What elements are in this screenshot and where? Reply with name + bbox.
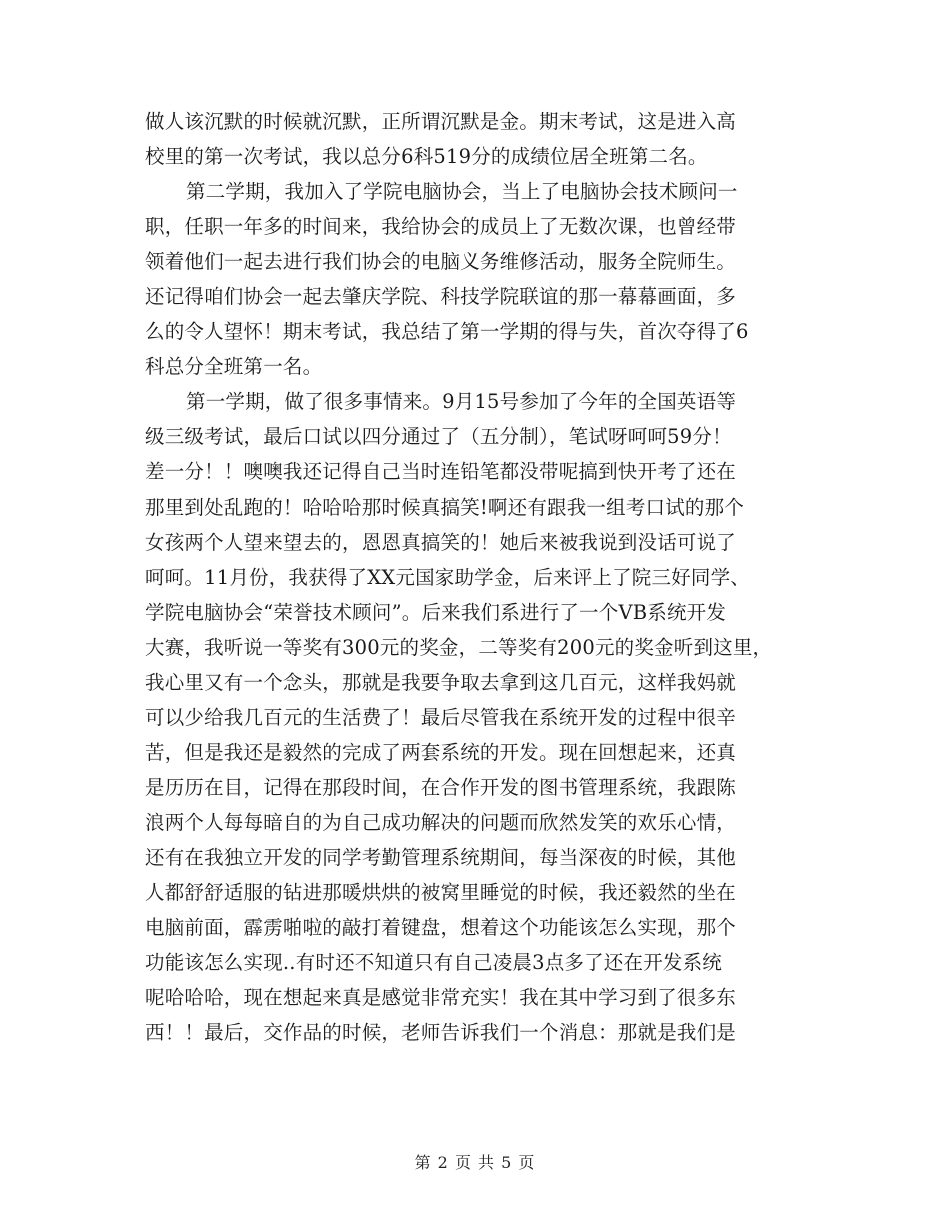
text-line: 呢哈哈哈，现在想起来真是感觉非常充实！我在其中学习到了很多东 <box>145 986 737 1010</box>
text-line: 苦，但是我还是毅然的完成了两套系统的开发。现在回想起来，还真 <box>145 740 737 764</box>
text-line: 职，任职一年多的时间来，我给协会的成员上了无数次课，也曾经带 <box>145 215 737 239</box>
text-line: 女孩两个人望来望去的，恩恩真搞笑的！她后来被我说到没话可说了 <box>145 530 737 554</box>
text-line: 领着他们一起去进行我们协会的电脑义务维修活动，服务全院师生。 <box>145 250 737 274</box>
text-line: 还记得咱们协会一起去肇庆学院、科技学院联谊的那一幕幕画面，多 <box>145 285 737 309</box>
text-line: 做人该沉默的时候就沉默，正所谓沉默是金。期末考试，这是进入高 <box>145 110 737 133</box>
text-line: 大赛，我听说一等奖有300元的奖金，二等奖有200元的奖金听到这里， <box>145 635 773 659</box>
text-line: 可以少给我几百元的生活费了！最后尽管我在系统开发的过程中很辛 <box>145 705 737 729</box>
text-line: 校里的第一次考试，我以总分6科519分的成绩位居全班第二名。 <box>145 145 708 169</box>
text-line: 浪两个人每每暗自的为自己成功解决的问题而欣然发笑的欢乐心情， <box>145 810 737 834</box>
text-line: 呵呵。11月份，我获得了XX元国家助学金，后来评上了院三好同学、 <box>145 565 750 589</box>
text-line: 级三级考试，最后口试以四分通过了（五分制），笔试呀呵呵59分！ <box>145 425 732 449</box>
text-line: 功能该怎么实现..有时还不知道只有自己凌晨3点多了还在开发系统 <box>145 951 723 975</box>
text-line: 那里到处乱跑的！哈哈哈那时候真搞笑!啊还有跟我一组考口试的那个 <box>145 495 745 519</box>
body-text <box>0 104 950 1050</box>
paragraph-first-line: 第二学期，我加入了学院电脑协会，当上了电脑协会技术顾问一 <box>186 180 738 204</box>
paragraph-first-line: 第一学期，做了很多事情来。9月15号参加了今年的全国英语等 <box>186 390 737 414</box>
text-line: 我心里又有一个念头，那就是我要争取去拿到这几百元，这样我妈就 <box>145 670 737 694</box>
page-number-footer: 第 2 页 共 5 页 <box>414 1153 536 1172</box>
text-line: 么的令人望怀！期末考试，我总结了第一学期的得与失，首次夺得了6 <box>145 320 749 344</box>
text-line: 是历历在目，记得在那段时间，在合作开发的图书管理系统，我跟陈 <box>145 775 737 799</box>
text-line: 差一分！！噢噢我还记得自己当时连铅笔都没带呢搞到快开考了还在 <box>145 460 737 484</box>
text-line: 西！！最后，交作品的时候，老师告诉我们一个消息：那就是我们是 <box>145 1021 737 1045</box>
text-line: 人都舒舒适服的钻进那暖烘烘的被窝里睡觉的时候，我还毅然的坐在 <box>145 881 737 905</box>
text-line: 电脑前面，霹雳啪啦的敲打着键盘，想着这个功能该怎么实现，那个 <box>145 916 737 940</box>
text-line: 还有在我独立开发的同学考勤管理系统期间，每当深夜的时候，其他 <box>145 845 737 869</box>
text-line: 学院电脑协会“荣誉技术顾问”。后来我们系进行了一个VB系统开发 <box>145 600 727 624</box>
text-line: 科总分全班第一名。 <box>145 355 323 379</box>
